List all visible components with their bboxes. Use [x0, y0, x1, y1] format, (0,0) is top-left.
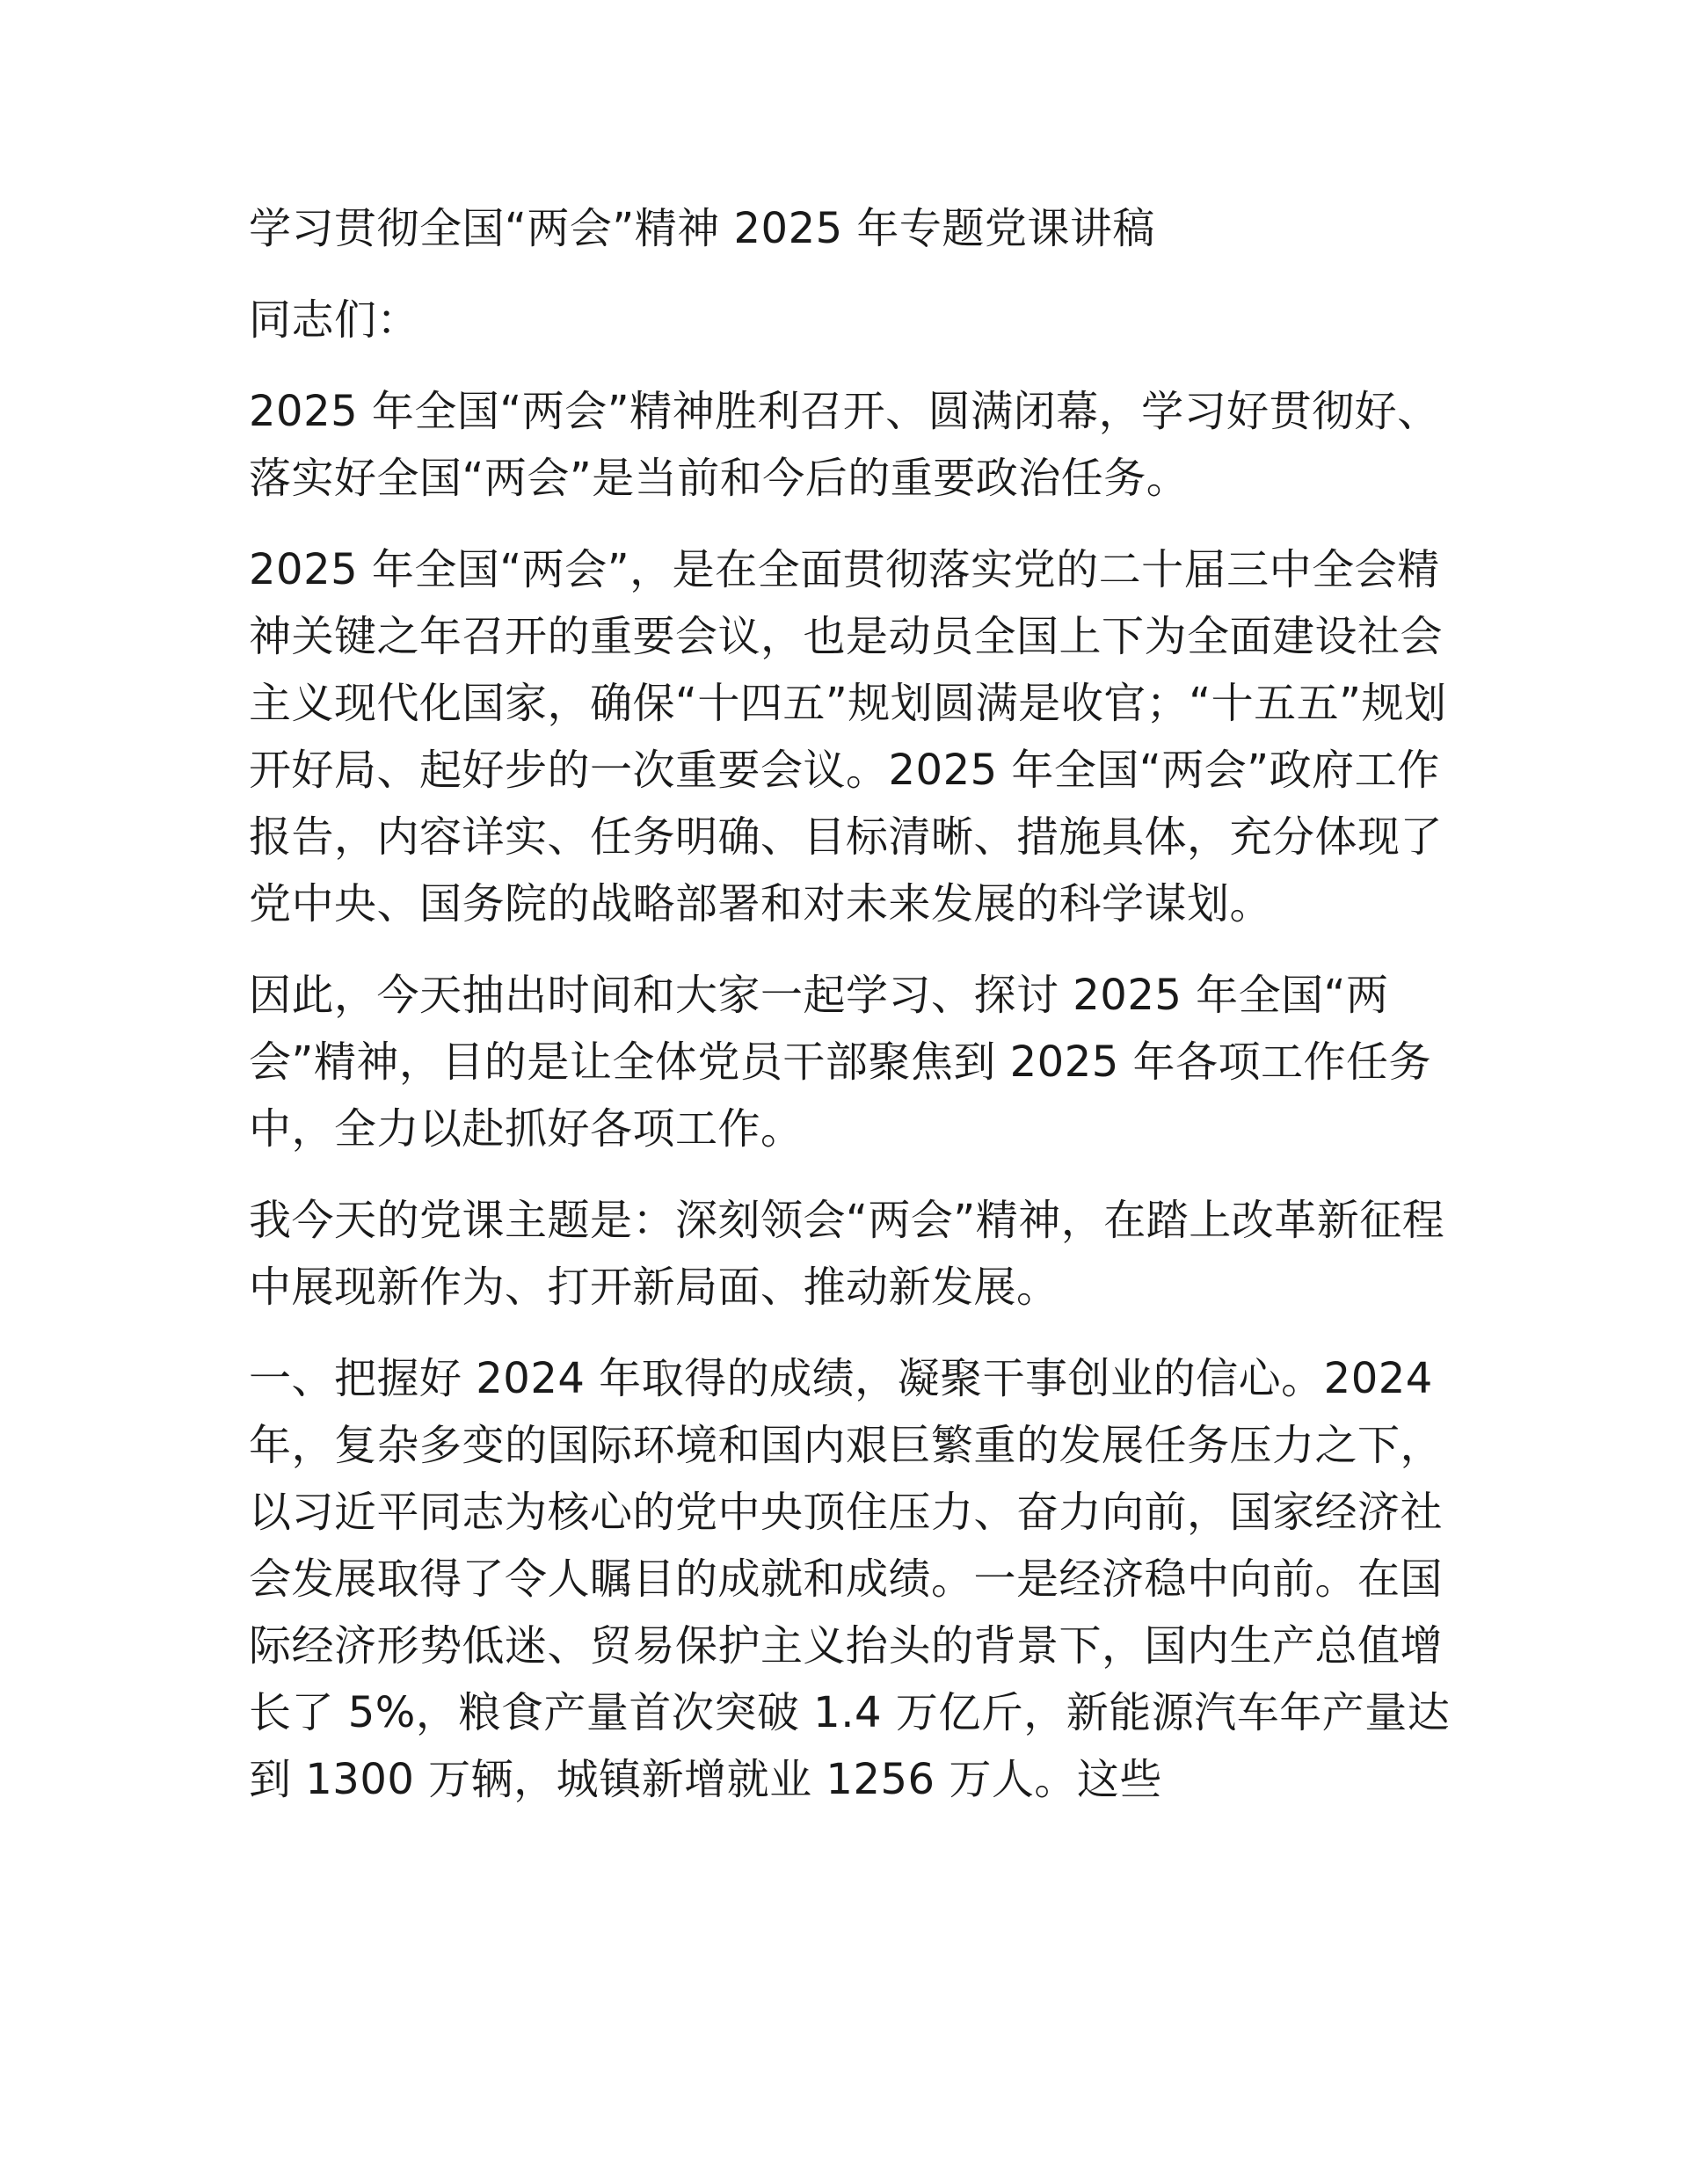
paragraph-theme: 我今天的党课主题是：深刻领会“两会”精神，在踏上改革新征程中展现新作为、打开新局面、推动新发展。 — [249, 1196, 1445, 1312]
paragraph-purpose: 因此，今天抽出时间和大家一起学习、探讨 2025 年全国“两会”精神，目的是让全体党员干部聚焦到 2025 年各项工作任务中，全力以赴抓好各项工作。 — [249, 971, 1432, 1154]
paragraph-intro: 2025 年全国“两会”精神胜利召开、圆满闭幕，学习好贯彻好、落实好全国“两会”是当前和今后的重要政治任务。 — [249, 387, 1440, 503]
document-title: 学习贯彻全国“两会”精神 2025 年专题党课讲稿 — [249, 204, 1155, 253]
document-body — [249, 195, 1453, 1838]
greeting-line: 同志们： — [249, 295, 420, 345]
paragraph-background: 2025 年全国“两会”，是在全面贯彻落实党的二十届三中全会精神关键之年召开的重要会议，也是动员全国上下为全面建设社会主义现代化国家，确保“十四五”规划圆满是收官；“十五五”规划开好局、起好步的一次重要会议。2025 年全国“两会”政府工作报告，内容详实、任务明确、目标清晰、措施具体，充分体现了党中央、国务院的战略部署和对未来发展的科学谋划。 — [249, 545, 1447, 928]
paragraph-section-one: 一、把握好 2024 年取得的成绩，凝聚干事创业的信心。2024 年，复杂多变的国际环境和国内艰巨繁重的发展任务压力之下，以习近平同志为核心的党中央顶住压力、奋力向前，国家经济社会发展取得了令人瞩目的成就和成绩。一是经济稳中向前。在国际经济形势低迷、贸易保护主义抬头的背景下，国内生产总值增长了 5%，粮食产量首次突破 1.4 万亿斤，新能源汽车年产量达到 1300 万辆，城镇新增就业 1256 万人。这些 — [249, 1354, 1451, 1804]
